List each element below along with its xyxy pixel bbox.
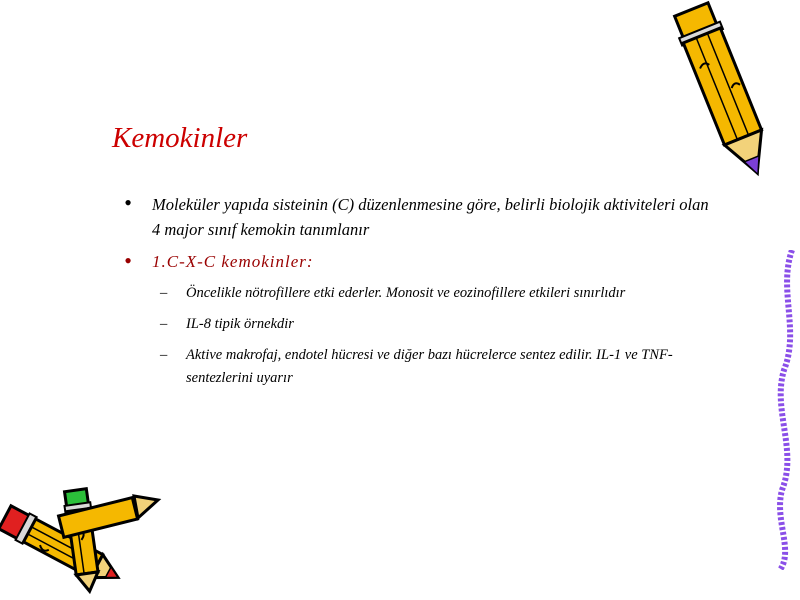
sub-item — [152, 313, 720, 336]
slide-title: Kemokinler — [112, 122, 248, 154]
bullet-item — [120, 250, 720, 274]
sub-list — [152, 282, 720, 390]
slide-content — [120, 192, 720, 398]
pencils-icon — [0, 480, 170, 600]
bullet-text: 1.C-X-C kemokinler: — [152, 252, 314, 271]
dash-marker: – — [160, 285, 168, 301]
pencil-icon — [668, 0, 788, 195]
bullet-text: Moleküler yapıda sisteinin (C) düzenlenmesine göre, belirli biolojik aktiviteleri olan 4 major sınıf kemokin tanımlanır — [152, 195, 709, 239]
bullet-dot: • — [124, 190, 132, 215]
dash-marker: – — [160, 347, 168, 363]
sub-item-text: Aktive makrofaj, endotel hücresi ve diğer bazı hücrelerce sentez edilir. IL-1 ve TNF- sentezlerini uyarır — [186, 347, 673, 386]
sub-item — [152, 344, 720, 390]
bullet-item — [120, 192, 720, 242]
sub-item-text: IL-8 tipik örnekdir — [186, 316, 294, 332]
sub-item — [152, 282, 720, 305]
bullet-dot: • — [124, 248, 133, 273]
dash-marker: – — [160, 316, 168, 332]
decorative-stripe — [770, 250, 800, 570]
sub-item-text: Öncelikle nötrofillere etki ederler. Monosit ve eozinofillere etkileri sınırlıdır — [186, 285, 626, 301]
